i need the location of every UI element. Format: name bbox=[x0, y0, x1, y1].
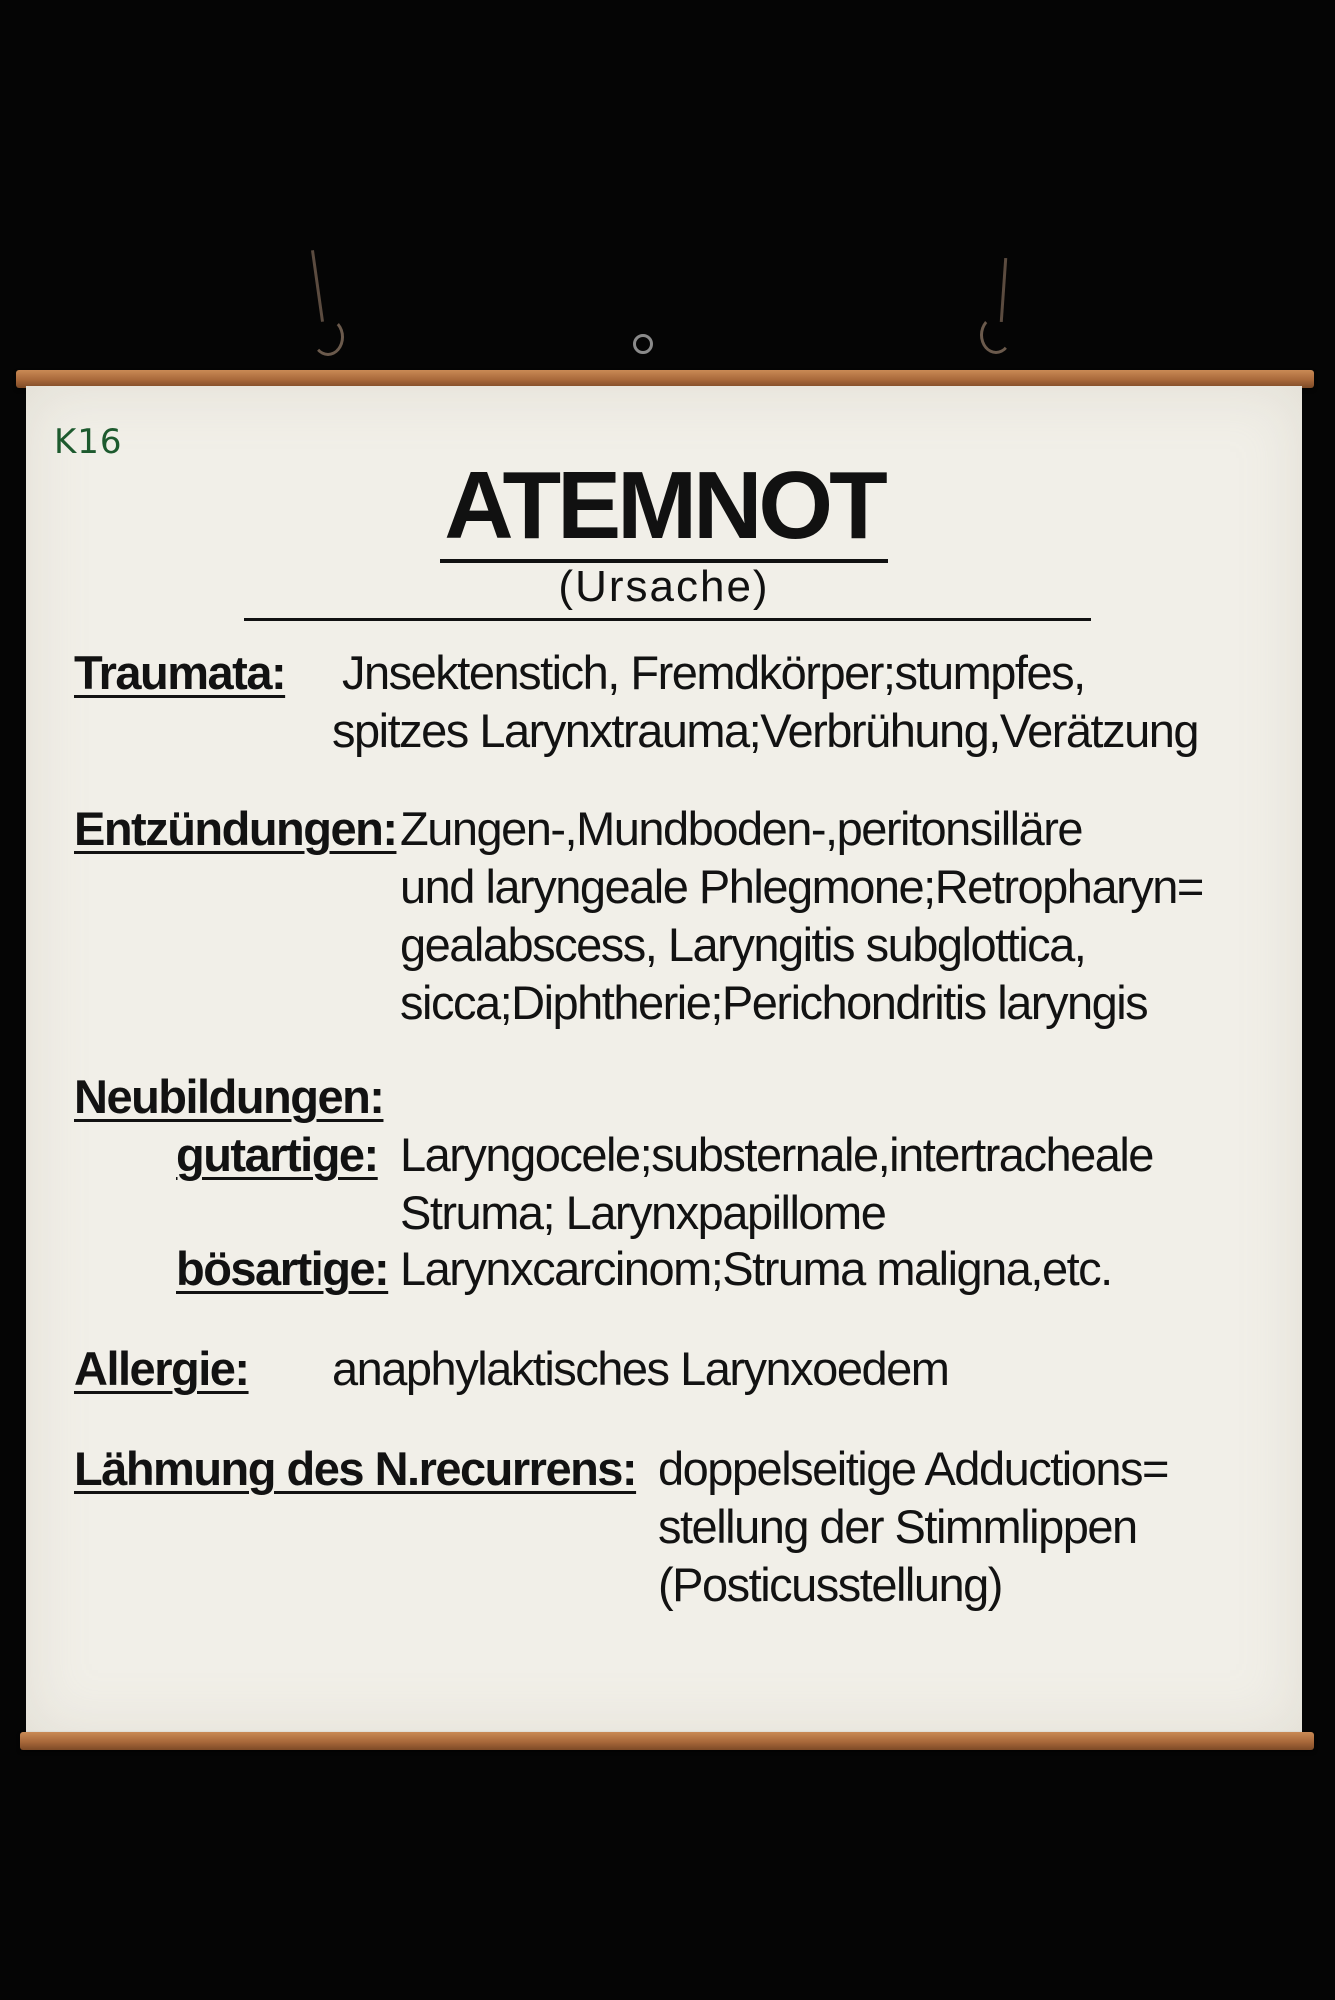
eyelet-icon bbox=[633, 334, 653, 354]
entzuendungen-line: gealabscess, Laryngitis subglottica, bbox=[400, 918, 1086, 971]
entzuendungen-line: und laryngeale Phlegmone;Retropharyn= bbox=[400, 860, 1203, 913]
wall-chart-sheet bbox=[26, 386, 1302, 1736]
traumata-label: Traumata: bbox=[74, 646, 286, 699]
chart-code: K16 bbox=[54, 422, 123, 462]
neubildungen-label: Neubildungen: bbox=[74, 1070, 384, 1123]
gutartige-line: Laryngocele;substernale,intertracheale bbox=[400, 1128, 1153, 1181]
entzuendungen-line: sicca;Diphtherie;Perichondritis laryngis bbox=[400, 976, 1148, 1029]
entzuendungen-label: Entzündungen: bbox=[74, 802, 397, 855]
entzuendungen-text bbox=[400, 800, 1203, 1032]
gutartige-label: gutartige: bbox=[176, 1128, 378, 1181]
chart-title-text: ATEMNOT bbox=[440, 452, 887, 563]
traumata-line: Jnsektenstich, Fremdkörper;stumpfes, bbox=[342, 646, 1085, 699]
hook-left-icon bbox=[312, 318, 344, 356]
boesartige-text bbox=[400, 1240, 1112, 1298]
traumata-line: spitzes Larynxtrauma;Verbrühung,Verätzung bbox=[332, 704, 1198, 757]
hanging-wire-left bbox=[311, 250, 324, 322]
title-divider bbox=[244, 618, 1091, 621]
gutartige-line: Struma; Larynxpapillome bbox=[400, 1186, 886, 1239]
laehmung-line: doppelseitige Adductions= bbox=[658, 1442, 1168, 1495]
hook-right-icon bbox=[980, 316, 1012, 354]
allergie-label: Allergie: bbox=[74, 1342, 249, 1395]
laehmung-label: Lähmung des N.recurrens: bbox=[74, 1442, 637, 1495]
laehmung-text bbox=[658, 1440, 1168, 1614]
boesartige-line: Larynxcarcinom;Struma maligna,etc. bbox=[400, 1242, 1112, 1295]
allergie-line: anaphylaktisches Larynxoedem bbox=[332, 1342, 949, 1395]
boesartige-label: bösartige: bbox=[176, 1242, 389, 1295]
allergie-text bbox=[332, 1340, 948, 1398]
bottom-wooden-rod bbox=[20, 1732, 1314, 1750]
chart-title bbox=[26, 452, 1302, 559]
traumata-text bbox=[332, 644, 1198, 760]
entzuendungen-line: Zungen-,Mundboden-,peritonsilläre bbox=[400, 802, 1083, 855]
gutartige-text bbox=[400, 1126, 1153, 1242]
laehmung-line: (Posticusstellung) bbox=[658, 1558, 1002, 1611]
chart-subtitle: (Ursache) bbox=[558, 562, 770, 611]
laehmung-line: stellung der Stimmlippen bbox=[658, 1500, 1137, 1553]
hanging-wire-right bbox=[1000, 258, 1007, 322]
